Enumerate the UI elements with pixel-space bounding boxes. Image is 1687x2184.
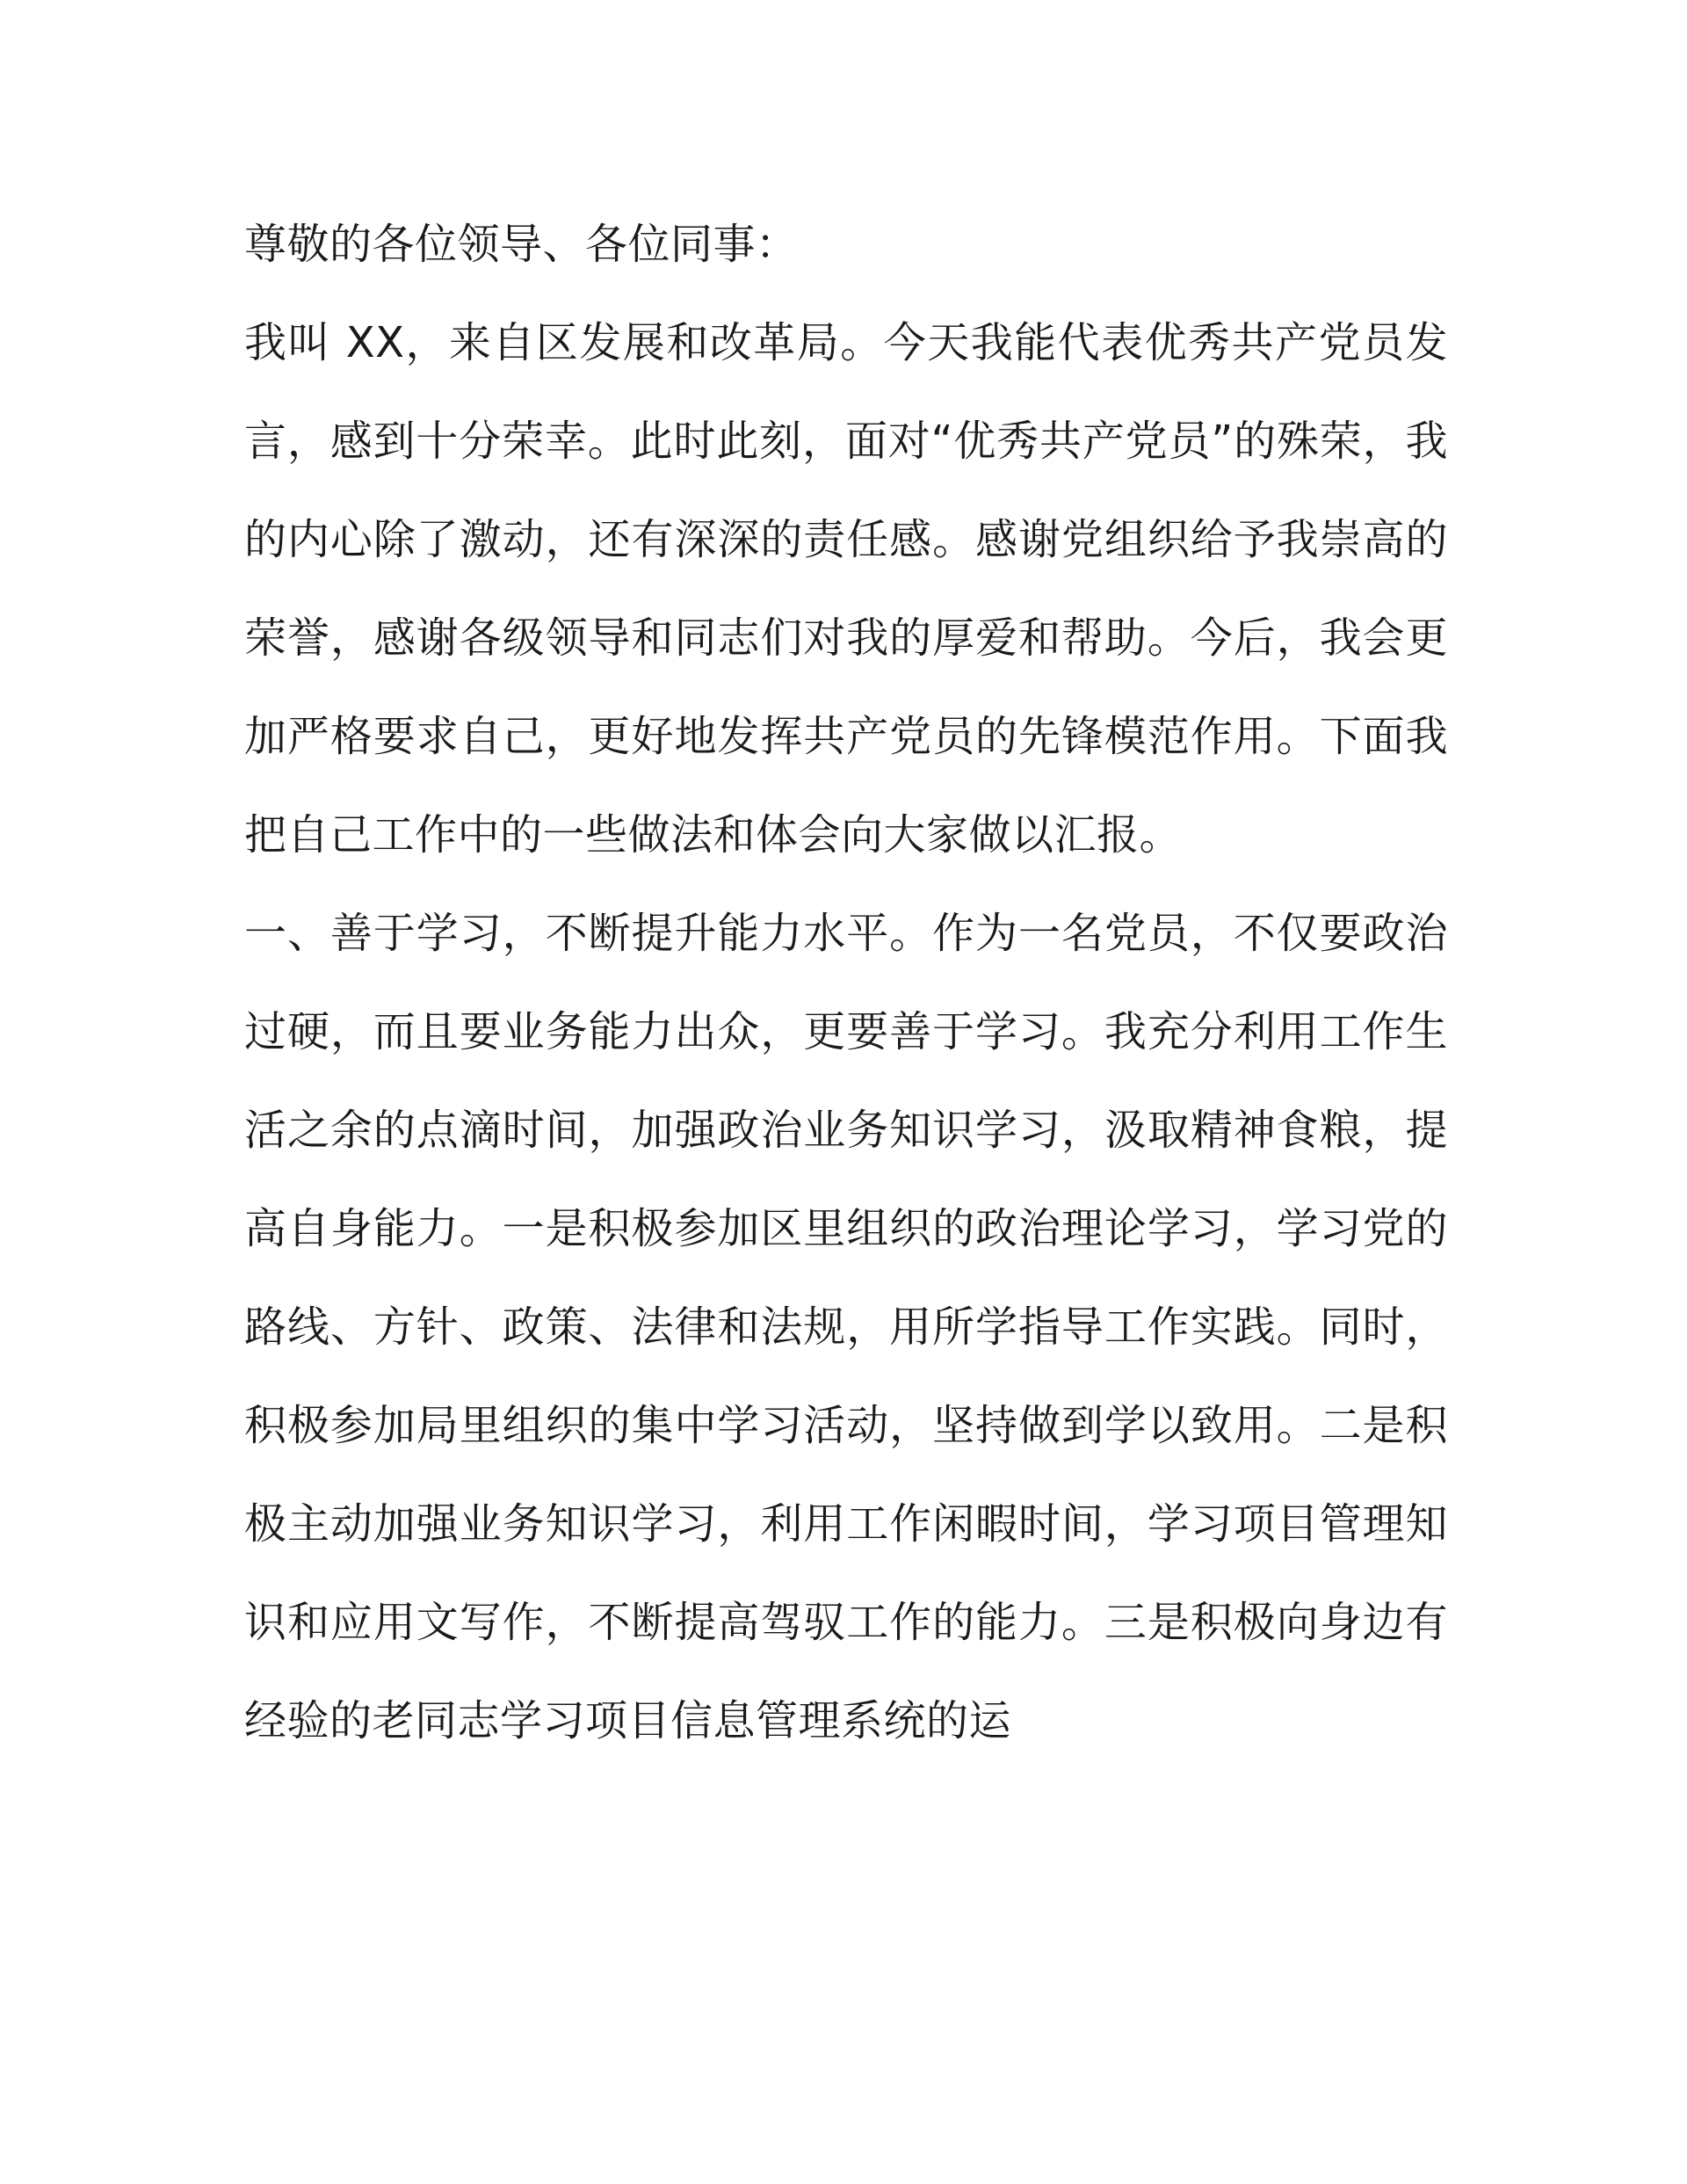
paragraph-learning: 一、善于学习，不断提升能力水平。作为一名党员，不仅要政治过硬，而且要业务能力出众，更要善于学习。我充分利用工作生活之余的点滴时间，加强政治业务知识学习，汲取精神食粮，提高自身能力。一是积极参加区里组织的政治理论学习，学习党的路线、方针、政策、法律和法规，用所学指导工作实践。同时，积极参加局里组织的集中学习活动，坚持做到学以致用。二是积极主动加强业务知识学习，利用工作闲暇时间，学习项目管理知识和应用文写作，不断提高驾驭工作的能力。三是积极向身边有经验的老同志学习项目信息管理系统的运 [244, 909, 1448, 1745]
paragraph-intro: 我叫 XX，来自区发展和改革局。今天我能代表优秀共产党员发言，感到十分荣幸。此时此刻，面对“优秀共产党员”的殊荣，我的内心除了激动，还有深深的责任感。感谢党组织给予我崇高的荣誉，感谢各级领导和同志们对我的厚爱和帮助。今后，我会更加严格要求自己，更好地发挥共产党员的先锋模范作用。下面我把自己工作中的一些做法和体会向大家做以汇报。 [244, 318, 1448, 860]
salutation: 尊敬的各位领导、各位同事： [244, 220, 799, 269]
document-body [244, 195, 1448, 1770]
